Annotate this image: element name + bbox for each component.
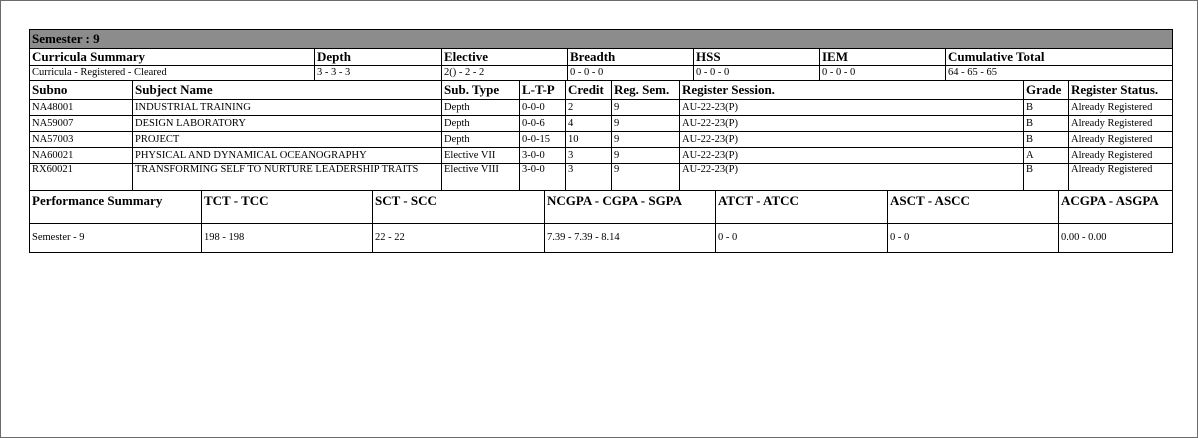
register-session: AU-22-23(P): [680, 148, 1024, 164]
semester-title: Semester : 9: [30, 30, 1173, 49]
grade: B: [1024, 116, 1069, 132]
sub-type: Elective VII: [442, 148, 520, 164]
reg-sem: 9: [612, 132, 680, 148]
elective-header: Elective: [442, 49, 568, 66]
col-sub-type: Sub. Type: [442, 81, 520, 100]
sct-scc-header: SCT - SCC: [373, 191, 545, 224]
subject-name: TRANSFORMING SELF TO NURTURE LEADERSHIP TRAITS: [133, 164, 442, 191]
atct-atcc-header: ATCT - ATCC: [716, 191, 888, 224]
cumulative-total-header: Cumulative Total: [946, 49, 1173, 66]
subject-name: PHYSICAL AND DYNAMICAL OCEANOGRAPHY: [133, 148, 442, 164]
col-register-session: Register Session.: [680, 81, 1024, 100]
subno: NA57003: [30, 132, 133, 148]
credit: 10: [566, 132, 612, 148]
subno: NA48001: [30, 100, 133, 116]
performance-semester: Semester - 9: [30, 224, 202, 253]
grade: B: [1024, 164, 1069, 191]
register-session: AU-22-23(P): [680, 132, 1024, 148]
curricula-label: Curricula - Registered - Cleared: [30, 66, 315, 81]
register-status: Already Registered: [1069, 116, 1173, 132]
tct-tcc-header: TCT - TCC: [202, 191, 373, 224]
atct-atcc-value: 0 - 0: [716, 224, 888, 253]
acgpa-asgpa-value: 0.00 - 0.00: [1059, 224, 1173, 253]
ltp: 3-0-0: [520, 164, 566, 191]
reg-sem: 9: [612, 100, 680, 116]
subject-name: DESIGN LABORATORY: [133, 116, 442, 132]
table-row: [30, 164, 1173, 191]
curricula-summary-header: Curricula Summary: [30, 49, 315, 66]
subject-name: PROJECT: [133, 132, 442, 148]
performance-summary-header: Performance Summary: [30, 191, 202, 224]
table-row: [30, 116, 1173, 132]
breadth-header: Breadth: [568, 49, 694, 66]
subno: RX60021: [30, 164, 133, 191]
sub-type: Depth: [442, 132, 520, 148]
register-status: Already Registered: [1069, 164, 1173, 191]
subno: NA59007: [30, 116, 133, 132]
col-subno: Subno: [30, 81, 133, 100]
credit: 4: [566, 116, 612, 132]
sub-type: Depth: [442, 100, 520, 116]
register-session: AU-22-23(P): [680, 100, 1024, 116]
asct-ascc-header: ASCT - ASCC: [888, 191, 1059, 224]
depth-value: 3 - 3 - 3: [315, 66, 442, 81]
ltp: 0-0-15: [520, 132, 566, 148]
hss-value: 0 - 0 - 0: [694, 66, 820, 81]
credit: 3: [566, 148, 612, 164]
course-table: [29, 80, 1173, 191]
register-status: Already Registered: [1069, 100, 1173, 116]
table-row: [30, 148, 1173, 164]
sub-type: Depth: [442, 116, 520, 132]
register-session: AU-22-23(P): [680, 116, 1024, 132]
hss-header: HSS: [694, 49, 820, 66]
credit: 3: [566, 164, 612, 191]
col-subject-name: Subject Name: [133, 81, 442, 100]
register-status: Already Registered: [1069, 132, 1173, 148]
register-session: AU-22-23(P): [680, 164, 1024, 191]
col-reg-sem: Reg. Sem.: [612, 81, 680, 100]
elective-value: 2() - 2 - 2: [442, 66, 568, 81]
grade: A: [1024, 148, 1069, 164]
acgpa-asgpa-header: ACGPA - ASGPA: [1059, 191, 1173, 224]
gpa-header: NCGPA - CGPA - SGPA: [545, 191, 716, 224]
sct-scc-value: 22 - 22: [373, 224, 545, 253]
subject-name: INDUSTRIAL TRAINING: [133, 100, 442, 116]
reg-sem: 9: [612, 164, 680, 191]
reg-sem: 9: [612, 116, 680, 132]
register-status: Already Registered: [1069, 148, 1173, 164]
grade: B: [1024, 132, 1069, 148]
performance-summary-table: [29, 190, 1173, 253]
gpa-value: 7.39 - 7.39 - 8.14: [545, 224, 716, 253]
subno: NA60021: [30, 148, 133, 164]
col-ltp: L-T-P: [520, 81, 566, 100]
col-grade: Grade: [1024, 81, 1069, 100]
curricula-summary-table: [29, 29, 1173, 81]
ltp: 0-0-0: [520, 100, 566, 116]
breadth-value: 0 - 0 - 0: [568, 66, 694, 81]
semester-block: [29, 29, 1172, 253]
ltp: 0-0-6: [520, 116, 566, 132]
sub-type: Elective VIII: [442, 164, 520, 191]
iem-value: 0 - 0 - 0: [820, 66, 946, 81]
table-row: [30, 100, 1173, 116]
asct-ascc-value: 0 - 0: [888, 224, 1059, 253]
col-register-status: Register Status.: [1069, 81, 1173, 100]
col-credit: Credit: [566, 81, 612, 100]
reg-sem: 9: [612, 148, 680, 164]
credit: 2: [566, 100, 612, 116]
iem-header: IEM: [820, 49, 946, 66]
grade: B: [1024, 100, 1069, 116]
table-row: [30, 132, 1173, 148]
cumulative-total-value: 64 - 65 - 65: [946, 66, 1173, 81]
tct-tcc-value: 198 - 198: [202, 224, 373, 253]
depth-header: Depth: [315, 49, 442, 66]
ltp: 3-0-0: [520, 148, 566, 164]
